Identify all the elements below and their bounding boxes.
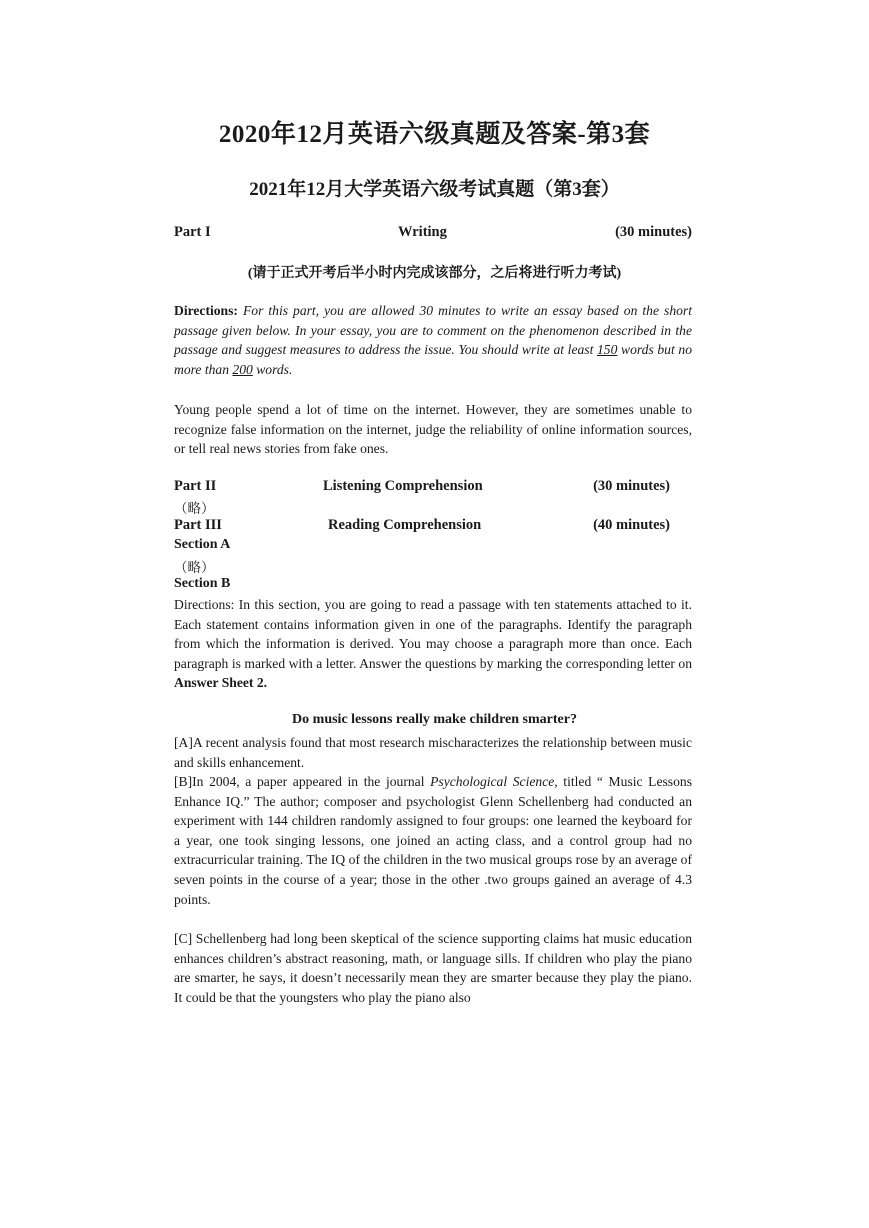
article-paragraph-c: [C] Schellenberg had long been skeptical of the science supporting claims hat music education enhances children’s abstract reasoning, math, or language sills. If children who play the piano are smarter, he says, it doesn’t necessarily mean they are smarter because they play the piano. It could be that the youngsters who play the piano also (174, 931, 692, 1005)
part1-name: Writing (398, 224, 447, 240)
directions-text-b: words but no more than (174, 342, 692, 377)
section-a-label: Section A (174, 537, 231, 552)
part3-number: Part III (174, 517, 222, 533)
paragraph-b-text-2: , titled “ Music Lessons Enhance IQ.” The author; composer and psychologist Glenn Schellenberg had conducted an experiment with 144 children randomly assigned to four groups: one learned the keyboard for a year, one took singing lessons, one joined an acting class, and a control group had no extracurricular training. The IQ of the children in the two musical groups rose by an average of seven points in the course of a year; those in the other .two groups gained an average of 4.3 points. (174, 774, 692, 907)
part1-time: (30 minutes) (615, 224, 692, 240)
part2-name: Listening Comprehension (323, 478, 483, 494)
part2-time: (30 minutes) (593, 478, 670, 494)
exam-subtitle: 2021年12月大学英语六级考试真题（第3套） (249, 179, 620, 200)
journal-name: Psychological Science (430, 774, 555, 789)
writing-prompt: Young people spend a lot of time on the internet. However, they are sometimes unable to recognize false information on the internet, judge the reliability of online information sources, or tell real news stories from fake ones. (174, 402, 692, 457)
part2-omitted: （略） (174, 501, 215, 516)
part3-time: (40 minutes) (593, 517, 670, 533)
directions-text-a: For this part, you are allowed 30 minutes to write an essay based on the short passage given below. In your essay, you are to comment on the phenomenon described in the passage and suggest measures to address the issue. You should write at least (174, 303, 692, 358)
article-title: Do music lessons really make children smarter? (292, 712, 577, 727)
section-a-omitted: （略） (174, 560, 215, 575)
part1-note: (请于正式开考后半小时内完成该部分，之后将进行听力考试) (247, 266, 622, 281)
directions-text-c: words. (256, 361, 293, 377)
article-paragraph-b (174, 772, 692, 909)
page-title: 2020年12月英语六级真题及答案-第3套 (218, 121, 651, 148)
directions-label: Directions: (174, 303, 238, 318)
part3-heading (174, 517, 692, 537)
part1-number: Part I (174, 224, 211, 240)
article-paragraph-a: [A]A recent analysis found that most research mischaracterizes the relationship between music and skills enhancement. (174, 735, 692, 770)
part2-number: Part II (174, 478, 217, 494)
part2-heading (174, 478, 692, 498)
section-b-directions (174, 595, 692, 693)
answer-sheet-ref: Answer Sheet 2. (174, 675, 268, 691)
part3-name: Reading Comprehension (328, 517, 482, 533)
paragraph-b-text-1: [B]In 2004, a paper appeared in the journal (174, 774, 425, 789)
max-words: 200 (232, 361, 253, 377)
section-b-directions-text: Directions: In this section, you are going to read a passage with ten statements attached to it. Each statement contains information given in one of the paragraphs. Identify the paragraph from which the information is derived. You may choose a paragraph more than once. Each paragraph is marked with a letter. Answer the questions by marking the corresponding letter on (174, 597, 692, 671)
part1-heading (174, 224, 692, 244)
min-words: 150 (596, 342, 618, 358)
part1-directions (174, 301, 692, 379)
section-b-label: Section B (174, 576, 231, 591)
